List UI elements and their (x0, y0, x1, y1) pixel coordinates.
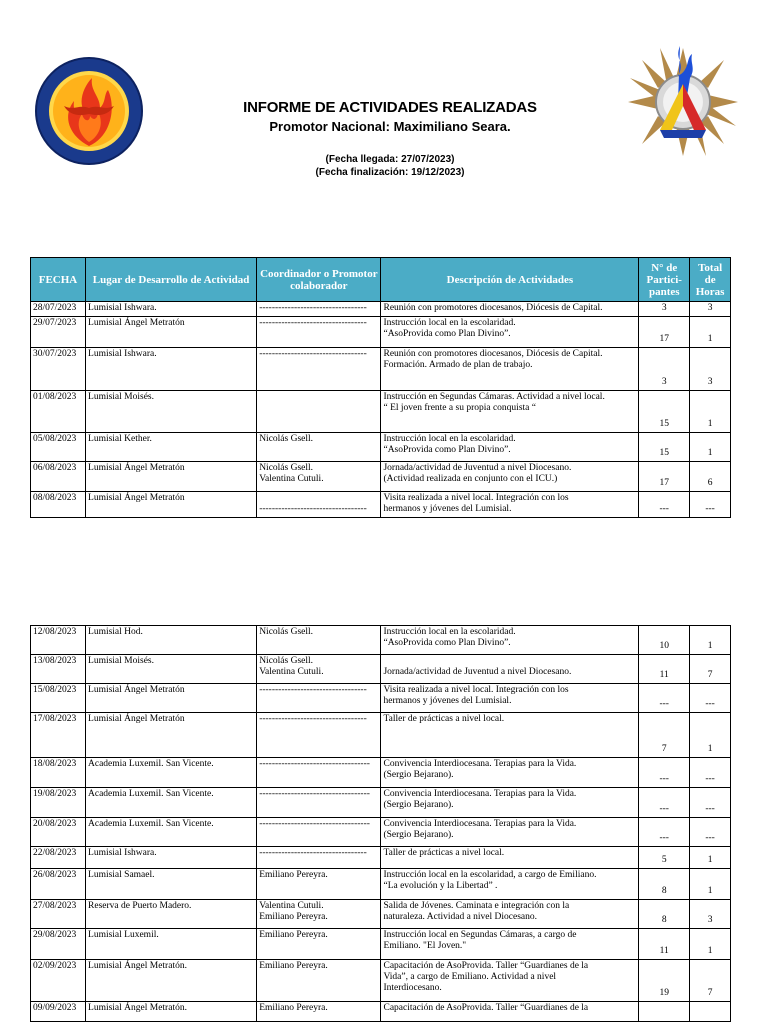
place-cell: Academia Luxemil. San Vicente. (86, 788, 257, 818)
date-cell: 15/08/2023 (31, 684, 86, 713)
participants-cell: --- (639, 684, 690, 713)
table-row (31, 1002, 731, 1022)
description-cell: Visita realizada a nivel local. Integración con los hermanos y jóvenes del Lumisial. (381, 492, 639, 518)
date-cell: 20/08/2023 (31, 818, 86, 847)
hours-cell: --- (690, 684, 731, 713)
place-cell: Lumisial Luxemil. (86, 929, 257, 960)
date-cell: 26/08/2023 (31, 869, 86, 900)
participants-cell: 19 (639, 960, 690, 1002)
hours-cell: 3 (690, 348, 731, 391)
table-row (31, 960, 731, 1002)
coordinator-cell: Emiliano Pereyra. (257, 1002, 381, 1022)
description-cell: Reunión con promotores diocesanos, Diócesis de Capital. Formación. Armado de plan de trabajo. (381, 348, 639, 391)
table-row (31, 758, 731, 788)
description-cell: Instrucción local en la escolaridad. “AsoProvida como Plan Divino”. (381, 626, 639, 655)
col-header-descripcion: Descripción de Actividades (381, 258, 639, 302)
coordinator-cell: ----------------------------------- (257, 758, 381, 788)
place-cell: Lumisial Ángel Metratón. (86, 960, 257, 1002)
date-cell: 02/09/2023 (31, 960, 86, 1002)
activities-table-1 (30, 257, 731, 518)
date-cell: 01/08/2023 (31, 391, 86, 433)
description-cell: Instrucción local en la escolaridad. “AsoProvida como Plan Divino”. (381, 433, 639, 462)
coordinator-cell: ---------------------------------- (257, 348, 381, 391)
date-cell: 28/07/2023 (31, 302, 86, 317)
col-header-fecha: FECHA (31, 258, 86, 302)
hours-cell: 7 (690, 655, 731, 684)
description-cell: Instrucción local en la escolaridad. “AsoProvida como Plan Divino”. (381, 317, 639, 348)
date-cell: 30/07/2023 (31, 348, 86, 391)
coordinator-cell (257, 391, 381, 433)
hours-cell: 6 (690, 462, 731, 492)
coordinator-cell: Nicolás Gsell. Valentina Cutuli. (257, 462, 381, 492)
place-cell: Lumisial Ángel Metratón. (86, 1002, 257, 1022)
coordinator-cell: ---------------------------------- (257, 713, 381, 758)
table-row (31, 655, 731, 684)
description-cell: Convivencia Interdiocesana. Terapias para la Vida. (Sergio Bejarano). (381, 788, 639, 818)
coordinator-cell: ----------------------------------- (257, 788, 381, 818)
hours-cell: 1 (690, 317, 731, 348)
date-cell: 12/08/2023 (31, 626, 86, 655)
hours-cell: --- (690, 492, 731, 518)
report-subtitle: Promotor Nacional: Maximiliano Seara. (269, 119, 511, 134)
arrival-date: (Fecha llegada: 27/07/2023) (325, 154, 455, 165)
participants-cell: 11 (639, 929, 690, 960)
table-row (31, 869, 731, 900)
col-header-participantes: N° de Partici-pantes (639, 258, 690, 302)
description-cell: Instrucción en Segundas Cámaras. Actividad a nivel local. “ El joven frente a su propia conquista “ (381, 391, 639, 433)
participants-cell: 8 (639, 900, 690, 929)
participants-cell: 11 (639, 655, 690, 684)
description-cell: Capacitación de AsoProvida. Taller “Guardianes de la (381, 1002, 639, 1022)
coordinator-cell: Nicolás Gsell. (257, 433, 381, 462)
date-cell: 05/08/2023 (31, 433, 86, 462)
coordinator-cell: ---------------------------------- (257, 847, 381, 869)
coordinator-cell: ---------------------------------- (257, 684, 381, 713)
place-cell: Academia Luxemil. San Vicente. (86, 758, 257, 788)
coordinator-cell: ----------------------------------- (257, 818, 381, 847)
coordinator-cell: ---------------------------------- (257, 492, 381, 518)
description-cell: Convivencia Interdiocesana. Terapias para la Vida. (Sergio Bejarano). (381, 758, 639, 788)
col-header-lugar: Lugar de Desarrollo de Actividad (86, 258, 257, 302)
place-cell: Academia Luxemil. San Vicente. (86, 818, 257, 847)
description-cell: Salida de Jóvenes. Caminata e integración con la naturaleza. Actividad a nivel Diocesano. (381, 900, 639, 929)
participants-cell: 3 (639, 348, 690, 391)
juventud-gnostica-logo (34, 56, 144, 166)
report-title: INFORME DE ACTIVIDADES REALIZADAS (243, 99, 537, 116)
table-row (31, 433, 731, 462)
coordinator-cell: ---------------------------------- (257, 302, 381, 317)
table-row (31, 391, 731, 433)
date-cell: 19/08/2023 (31, 788, 86, 818)
place-cell: Lumisial Hod. (86, 626, 257, 655)
date-cell: 29/07/2023 (31, 317, 86, 348)
participants-cell (639, 1002, 690, 1022)
table-row (31, 317, 731, 348)
coordinator-cell: Emiliano Pereyra. (257, 960, 381, 1002)
date-cell: 06/08/2023 (31, 462, 86, 492)
table-row (31, 492, 731, 518)
place-cell: Lumisial Ángel Metratón (86, 317, 257, 348)
table-row (31, 847, 731, 869)
participants-cell: 15 (639, 433, 690, 462)
participants-cell: 3 (639, 302, 690, 317)
table-row (31, 713, 731, 758)
hours-cell: --- (690, 758, 731, 788)
description-cell: Reunión con promotores diocesanos, Diócesis de Capital. (381, 302, 639, 317)
col-header-coordinador: Coordinador o Promotor colaborador (257, 258, 381, 302)
date-cell: 29/08/2023 (31, 929, 86, 960)
place-cell: Lumisial Ishwara. (86, 847, 257, 869)
participants-cell: --- (639, 758, 690, 788)
description-cell: Instrucción local en la escolaridad, a cargo de Emiliano. “La evolución y la Libertad” . (381, 869, 639, 900)
hours-cell: 3 (690, 302, 731, 317)
coordinator-cell: ---------------------------------- (257, 317, 381, 348)
hours-cell: 1 (690, 391, 731, 433)
date-cell: 08/08/2023 (31, 492, 86, 518)
place-cell: Lumisial Ishwara. (86, 348, 257, 391)
hours-cell: --- (690, 788, 731, 818)
table-row (31, 788, 731, 818)
description-cell: Visita realizada a nivel local. Integración con los hermanos y jóvenes del Lumisial. (381, 684, 639, 713)
hours-cell: --- (690, 818, 731, 847)
participants-cell: --- (639, 818, 690, 847)
coordinator-cell: Nicolás Gsell. (257, 626, 381, 655)
table-row (31, 929, 731, 960)
place-cell: Lumisial Kether. (86, 433, 257, 462)
table-row (31, 302, 731, 317)
description-cell: Convivencia Interdiocesana. Terapias para la Vida. (Sergio Bejarano). (381, 818, 639, 847)
description-cell: Capacitación de AsoProvida. Taller “Guardianes de la Vida”, a cargo de Emiliano. Actividad a nivel Interdiocesano. (381, 960, 639, 1002)
table-row (31, 462, 731, 492)
activities-table-2 (30, 625, 731, 1022)
participants-cell: 17 (639, 317, 690, 348)
date-cell: 17/08/2023 (31, 713, 86, 758)
participants-cell: 15 (639, 391, 690, 433)
participants-cell: 7 (639, 713, 690, 758)
place-cell: Lumisial Samael. (86, 869, 257, 900)
hours-cell: 1 (690, 713, 731, 758)
end-date: (Fecha finalización: 19/12/2023) (315, 167, 465, 178)
participants-cell: 10 (639, 626, 690, 655)
place-cell: Lumisial Ángel Metratón (86, 492, 257, 518)
date-cell: 18/08/2023 (31, 758, 86, 788)
description-cell: Taller de prácticas a nivel local. (381, 713, 639, 758)
place-cell: Lumisial Ángel Metratón (86, 713, 257, 758)
place-cell: Lumisial Moisés. (86, 655, 257, 684)
place-cell: Reserva de Puerto Madero. (86, 900, 257, 929)
hours-cell: 7 (690, 960, 731, 1002)
place-cell: Lumisial Ángel Metratón (86, 462, 257, 492)
coordinator-cell: Emiliano Pereyra. (257, 929, 381, 960)
table-row (31, 684, 731, 713)
date-cell: 27/08/2023 (31, 900, 86, 929)
table-row (31, 348, 731, 391)
hours-cell: 1 (690, 433, 731, 462)
date-cell: 09/09/2023 (31, 1002, 86, 1022)
table-row (31, 900, 731, 929)
participants-cell: 5 (639, 847, 690, 869)
coordinator-cell: Valentina Cutuli. Emiliano Pereyra. (257, 900, 381, 929)
participants-cell: 17 (639, 462, 690, 492)
hours-cell: 1 (690, 869, 731, 900)
date-cell: 22/08/2023 (31, 847, 86, 869)
place-cell: Lumisial Ishwara. (86, 302, 257, 317)
description-cell: Jornada/actividad de Juventud a nivel Diocesano. (381, 655, 639, 684)
participants-cell: 8 (639, 869, 690, 900)
description-cell: Instrucción local en Segundas Cámaras, a cargo de Emiliano. "El Joven." (381, 929, 639, 960)
table-row (31, 626, 731, 655)
coordinator-cell: Emiliano Pereyra. (257, 869, 381, 900)
sun-emblem-logo (620, 38, 746, 166)
description-cell: Jornada/actividad de Juventud a nivel Diocesano. (Actividad realizada en conjunto con el ICU.) (381, 462, 639, 492)
hours-cell (690, 1002, 731, 1022)
participants-cell: --- (639, 788, 690, 818)
hours-cell: 1 (690, 626, 731, 655)
coordinator-cell: Nicolás Gsell. Valentina Cutuli. (257, 655, 381, 684)
hours-cell: 1 (690, 847, 731, 869)
participants-cell: --- (639, 492, 690, 518)
col-header-horas: Total de Horas (690, 258, 731, 302)
date-cell: 13/08/2023 (31, 655, 86, 684)
place-cell: Lumisial Ángel Metratón (86, 684, 257, 713)
description-cell: Taller de prácticas a nivel local. (381, 847, 639, 869)
table-row (31, 818, 731, 847)
place-cell: Lumisial Moisés. (86, 391, 257, 433)
hours-cell: 3 (690, 900, 731, 929)
hours-cell: 1 (690, 929, 731, 960)
